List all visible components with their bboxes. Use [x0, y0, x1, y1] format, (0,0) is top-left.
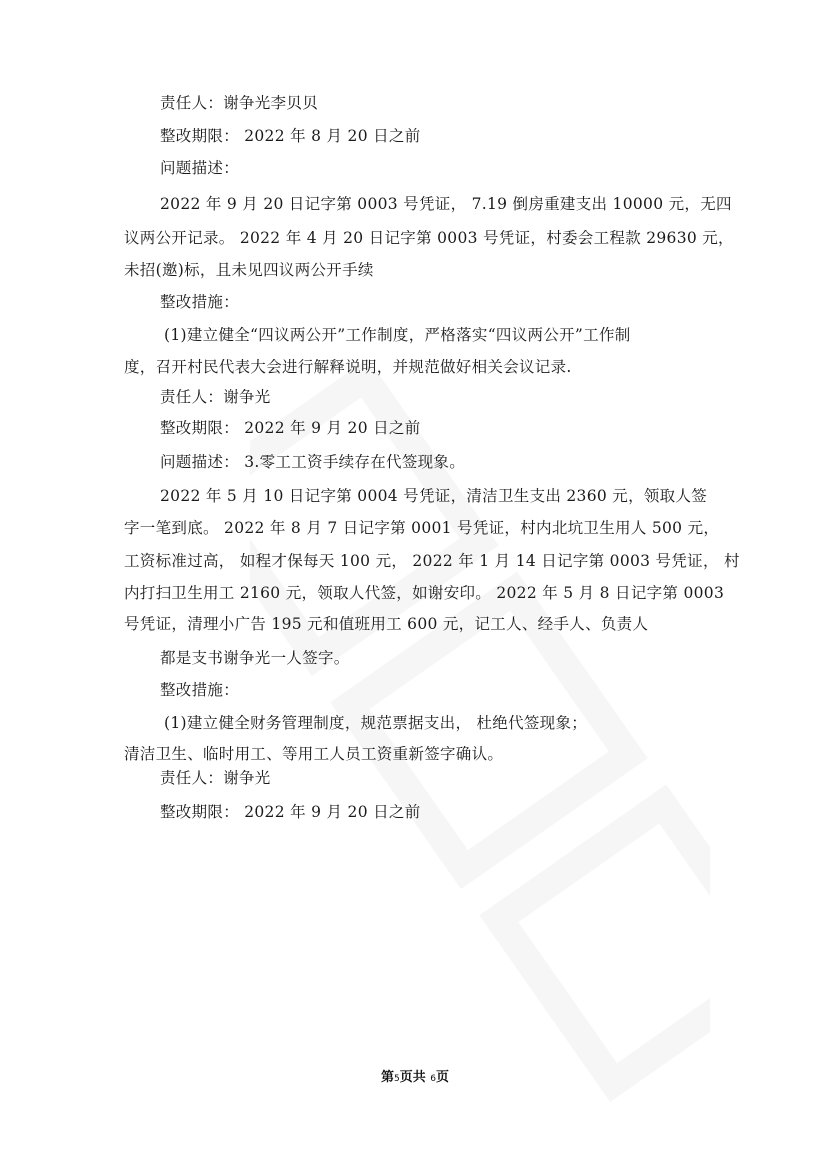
- text-line: 问题描述： 3.零工工资手续存在代签现象。: [160, 453, 466, 471]
- text-line: 整改措施：: [160, 293, 240, 311]
- footer-page-number: 5: [394, 1074, 400, 1084]
- text-line: 清洁卫生、临时用工、等用工人员工资重新签字确认。: [124, 745, 504, 763]
- text-line: 整改期限： 2022 年 8 月 20 日之前: [160, 127, 421, 145]
- text-line: 整改期限： 2022 年 9 月 20 日之前: [160, 419, 421, 437]
- footer-middle: 页共: [399, 1070, 431, 1085]
- text-line: 责任人：谢争光李贝贝: [160, 94, 319, 112]
- text-line: 度，召开村民代表大会进行解释说明，并规范做好相关会议记录.: [124, 358, 572, 376]
- text-line: 议两公开记录。 2022 年 4 月 20 日记字第 0003 号凭证，村委会工程款 29630 元，: [124, 229, 734, 247]
- text-line: 2022 年 9 月 20 日记字第 0003 号凭证， 7.19 倒房重建支出 10000 元，无四: [160, 195, 732, 213]
- text-line: 内打扫卫生用工 2160 元，领取人代签，如谢安印。 2022 年 5 月 8 日记字第 0003: [124, 584, 725, 602]
- page-footer: [0, 1066, 830, 1085]
- text-line: (1)建立健全“四议两公开”工作制度，严格落实“四议两公开”工作制: [164, 326, 631, 344]
- text-line: 号凭证，清理小广告 195 元和值班用工 600 元，记工人、经手人、负责人: [124, 615, 649, 633]
- text-line: 责任人：谢争光: [160, 388, 271, 406]
- text-line: 2022 年 5 月 10 日记字第 0004 号凭证，清洁卫生支出 2360 元，领取人签: [160, 487, 708, 505]
- text-line: 字一笔到底。 2022 年 8 月 7 日记字第 0001 号凭证，村内北坑卫生用人 500 元，: [124, 519, 720, 537]
- text-line: 责任人：谢争光: [160, 769, 271, 787]
- footer-prefix: 第: [380, 1070, 394, 1085]
- text-line: 整改期限： 2022 年 9 月 20 日之前: [160, 803, 421, 821]
- text-line: 工资标准过高， 如程才保每天 100 元， 2022 年 1 月 14 日记字第 0003 号凭证， 村: [124, 552, 740, 570]
- text-line: 都是支书谢争光一人签字。: [160, 649, 350, 667]
- footer-suffix: 页: [436, 1070, 450, 1085]
- text-line: (1)建立健全财务管理制度，规范票据支出， 杜绝代签现象；: [164, 714, 588, 732]
- text-line: 未招(邀)标，且未见四议两公开手续: [124, 261, 374, 279]
- text-line: 整改措施：: [160, 681, 240, 699]
- footer-total-pages: 6: [430, 1074, 436, 1084]
- watermark-logo: [250, 250, 710, 1150]
- text-line: 问题描述：: [160, 159, 240, 177]
